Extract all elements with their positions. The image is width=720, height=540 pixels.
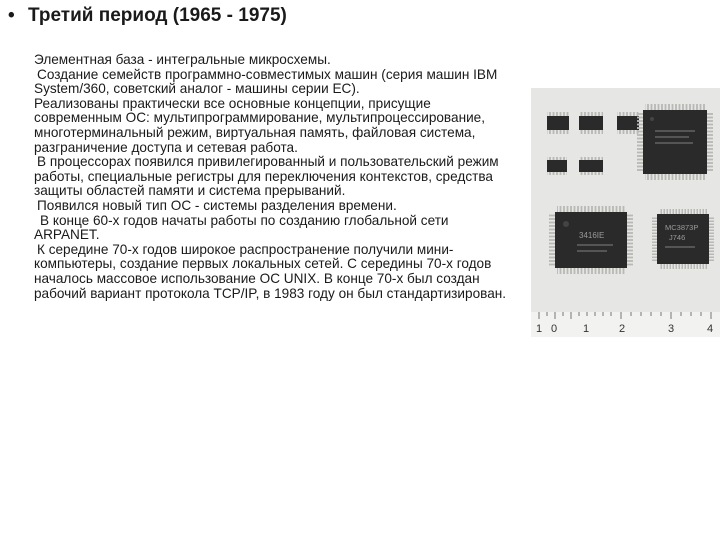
paragraph-arpanet: В конце 60-х годов начаты работы по созданию глобальной сети ARPANET.: [34, 212, 449, 243]
dip-chip-5: [579, 157, 603, 175]
chip-marking-2: MC3873P: [665, 223, 699, 232]
paragraph-privileged-mode: В процессорах появился привилегированный и пользовательский режим работы, специальные регистры для переключения контекстов, средства защиты областей памяти и система прерываний.: [34, 154, 499, 199]
paragraph-program-compatible: Создание семейств программно-совместимых машин (серия машин IBM System/360, советский аналог - машины серии ЕС).: [34, 66, 498, 97]
qfp-chip-left: [549, 206, 633, 274]
ruler-number-3: 3: [668, 323, 675, 335]
dip-chip-1: [547, 112, 569, 134]
paragraph-minicomputers: К середине 70-х годов широкое распространение получили мини-компьютеры, создание первых локальных сетей. С середины 70-х годов началось массовое использование ОС UNIX. В конце 70-х был создан рабочий вариант протокола TCP/IP, в 1983 году он был стандартизирован.: [34, 241, 507, 301]
body-text: [34, 53, 514, 301]
chip-marking-1: 3416IE: [579, 231, 605, 240]
dip-chip-2: [579, 112, 603, 134]
title-text: Третий период (1965 - 1975): [28, 5, 287, 26]
paragraph-time-sharing: Появился новый тип ОС - системы разделения времени.: [37, 197, 397, 213]
ruler-number-1: 1: [536, 323, 543, 335]
ruler-number-1b: 1: [583, 323, 590, 335]
slide-title: [8, 2, 287, 30]
paragraph-element-base: Элементная база - интегральные микросхемы.: [34, 52, 331, 67]
paragraph-os-concepts: Реализованы практически все основные концепции, присущие современным ОС: мультипрограммирование, мультипроцессирование, многотерминальный режим, виртуальная память, файловая система, разграничение доступа и сетевая работа.: [34, 95, 486, 155]
ruler-number-2: 2: [619, 323, 626, 335]
ruler-number-0: 0: [551, 323, 558, 335]
ruler: [531, 312, 720, 337]
chip-marking-3: J746: [669, 233, 686, 242]
title-bullet: •: [8, 5, 15, 26]
qfp-chip-large: [637, 104, 713, 180]
dip-chip-3: [617, 112, 639, 134]
integrated-circuits-photo: [531, 88, 720, 337]
ruler-number-4: 4: [707, 323, 714, 335]
qfp-chip-right: [652, 209, 714, 269]
dip-chip-4: [547, 157, 567, 175]
